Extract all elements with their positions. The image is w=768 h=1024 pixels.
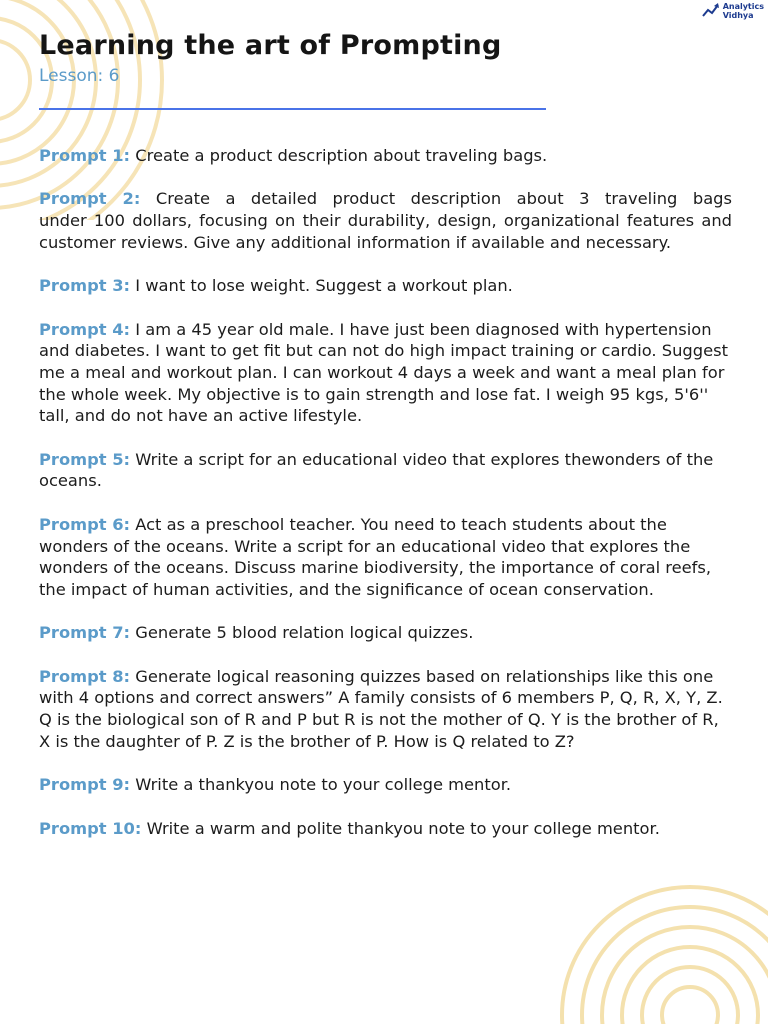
title-divider [39, 108, 546, 110]
prompt-list [39, 145, 732, 861]
prompt-text: Generate 5 blood relation logical quizzes. [135, 623, 474, 643]
prompt-2 [39, 188, 732, 253]
prompt-label: Prompt 2: [39, 189, 141, 209]
prompt-1 [39, 145, 732, 167]
logo-line-1: Analytics [722, 2, 764, 11]
prompt-text: Act as a preschool teacher. You need to teach students about the wonders of the oceans. Write a script for an educational video that explores the wonders of the oceans. Discuss marine biodiversity, the importance of coral reefs, the impact of human activities, and the significance of ocean conservation. [39, 514, 712, 599]
prompt-4 [39, 319, 732, 428]
prompt-label: Prompt 10: [39, 818, 142, 838]
analytics-vidhya-logo [702, 2, 764, 20]
prompt-2-first-line [39, 188, 732, 210]
prompt-text: Create a detailed product description about 3 traveling bags [155, 189, 732, 209]
prompt-label: Prompt 9: [39, 775, 131, 795]
prompt-8 [39, 666, 732, 753]
prompt-label: Prompt 8: [39, 666, 131, 686]
prompt-label: Prompt 3: [39, 276, 131, 296]
prompt-label: Prompt 1: [39, 146, 131, 165]
prompt-label: Prompt 4: [39, 319, 131, 339]
prompt-2-continuation: under 100 dollars, focusing on their durability, design, organizational features and customer reviews. Give any additional information if available and necessary. [39, 211, 732, 252]
prompt-text: Write a script for an educational video that explores thewonders of the oceans. [39, 449, 714, 491]
prompt-label: Prompt 7: [39, 623, 131, 643]
prompt-label: Prompt 5: [39, 449, 131, 469]
logo-line-2: Vidhya [722, 11, 754, 20]
prompt-text: Create a product description about traveling bags. [135, 146, 548, 165]
prompt-text: I want to lose weight. Suggest a workout plan. [135, 276, 513, 296]
prompt-3 [39, 275, 732, 297]
prompt-text: Write a thankyou note to your college mentor. [135, 775, 512, 795]
prompt-9 [39, 774, 732, 796]
prompt-text: Generate logical reasoning quizzes based on relationships like this one with 4 options and correct answers” A family consists of 6 members P, Q, R, X, Y, Z. Q is the biological son of R and P but R is not the mother of Q. Y is the brother of R, X is the daughter of P. Z is the brother of P. How is Q related to Z? [39, 666, 723, 751]
prompt-6 [39, 514, 732, 601]
page-title: Learning the art of Prompting [39, 30, 502, 61]
prompt-5 [39, 449, 732, 492]
prompt-label: Prompt 6: [39, 514, 131, 534]
lesson-subtitle: Lesson: 6 [39, 66, 120, 86]
trend-arrow-icon [702, 2, 720, 18]
prompt-text: I am a 45 year old male. I have just been diagnosed with hypertension and diabetes. I want to get fit but can not do high impact training or cardio. Suggest me a meal and workout plan. I can workout 4 days a week and want a meal plan for the whole week. My objective is to gain strength and lose fat. I weigh 95 kgs, 5'6'' tall, and do not have an active lifestyle. [39, 319, 728, 426]
prompt-7 [39, 622, 732, 644]
prompt-10 [39, 818, 732, 840]
prompt-text: Write a warm and polite thankyou note to your college mentor. [146, 818, 660, 838]
